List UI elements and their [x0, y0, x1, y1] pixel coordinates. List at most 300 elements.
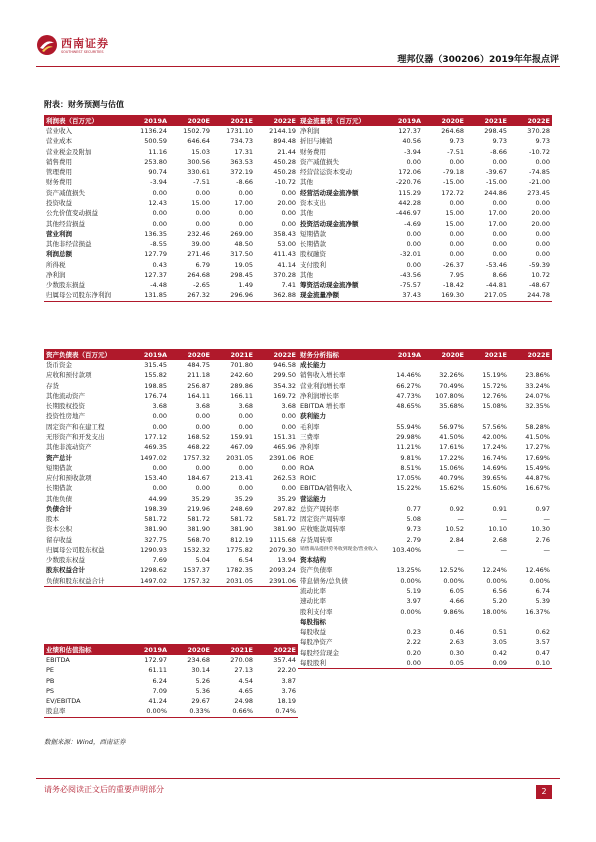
table-row — [298, 136, 552, 146]
column-header: 2020E — [169, 644, 212, 655]
value-cell: 2079.30 — [269, 545, 296, 554]
page-header — [0, 0, 596, 70]
value-cell: 0.00 — [281, 219, 296, 228]
value-cell: 244.86 — [484, 188, 507, 197]
value-cell: 0.33% — [169, 706, 212, 717]
value-cell: 15.22% — [396, 484, 421, 493]
value-cell: 3.76 — [281, 686, 296, 695]
value-cell: 5.19 — [406, 586, 421, 595]
row-label: 每股股利 — [298, 658, 380, 669]
row-label: 资本结构 — [300, 556, 326, 565]
table-row — [44, 696, 298, 706]
value-cell: 0.00 — [238, 188, 253, 197]
value-cell — [466, 411, 509, 421]
value-cell: 127.79 — [144, 250, 167, 259]
column-header: 2019A — [126, 349, 169, 360]
row-label: EBITDA — [46, 656, 70, 665]
value-cell: 3.97 — [406, 597, 421, 606]
row-label: 销售收入增长率 — [300, 371, 346, 380]
value-cell: 646.64 — [187, 137, 210, 146]
value-cell: 0.00 — [449, 198, 464, 207]
table-row — [44, 514, 298, 524]
value-cell: -10.72 — [529, 147, 550, 156]
value-cell: -48.67 — [529, 281, 550, 290]
value-cell: 3.68 — [238, 402, 253, 411]
row-label: 销售商品提供劳务收到现金/营业收入 — [300, 546, 378, 552]
row-label: 股本 — [46, 515, 59, 524]
table-row — [44, 555, 298, 565]
value-cell: 299.50 — [273, 371, 296, 380]
value-cell: 2144.19 — [269, 127, 296, 136]
value-cell: 17.69% — [525, 453, 550, 462]
value-cell: 0.00 — [406, 240, 421, 249]
value-cell: 1731.10 — [226, 127, 253, 136]
table-row — [298, 452, 552, 462]
value-cell: 29.67 — [191, 697, 210, 706]
footer-disclaimer: 请务必阅读正文后的重要声明部分 — [44, 785, 164, 794]
column-header: 2020E — [169, 349, 212, 360]
value-cell: 41.50% — [525, 432, 550, 441]
value-cell: -59.39 — [529, 260, 550, 269]
value-cell: 15.08% — [482, 402, 507, 411]
column-header: 2022E — [509, 349, 552, 360]
value-cell: 2031.05 — [212, 576, 255, 587]
row-label: 筹资活动现金流净额 — [300, 281, 359, 290]
table-row — [44, 270, 298, 280]
row-label: 其他非经营损益 — [46, 240, 92, 249]
column-header: 2022E — [509, 115, 552, 126]
row-label: 支付股利 — [300, 260, 326, 269]
value-cell: 289.86 — [230, 381, 253, 390]
value-cell: — — [457, 515, 464, 524]
value-cell: 115.29 — [398, 188, 421, 197]
table-row — [44, 706, 298, 717]
value-cell: -21.00 — [529, 178, 550, 187]
row-label: 成长能力 — [300, 361, 326, 370]
value-cell: 35.29 — [191, 494, 210, 503]
value-cell: 9.81% — [400, 453, 421, 462]
value-cell: 372.19 — [230, 168, 253, 177]
table-row — [298, 658, 552, 669]
value-cell: 17.61% — [439, 443, 464, 452]
logo-mark-icon — [36, 34, 58, 56]
value-cell: — — [457, 545, 464, 554]
table-row — [44, 208, 298, 218]
table-row — [298, 147, 552, 157]
table-row — [298, 473, 552, 483]
table-row — [44, 381, 298, 391]
table-section-row — [298, 617, 552, 627]
value-cell: 232.46 — [187, 229, 210, 238]
value-cell: — — [500, 515, 507, 524]
value-cell: 370.28 — [273, 270, 296, 279]
value-cell: 17.22% — [439, 453, 464, 462]
row-label: ROA — [300, 463, 314, 472]
row-label: 投资活动现金流净额 — [300, 219, 359, 228]
value-cell: 5.20 — [492, 597, 507, 606]
value-cell: 0.00% — [443, 576, 464, 585]
income-statement-table — [44, 115, 298, 302]
value-cell: 315.45 — [144, 361, 167, 370]
value-cell: 22.20 — [277, 666, 296, 675]
value-cell: -15.00 — [486, 178, 507, 187]
value-cell: 3.68 — [152, 402, 167, 411]
table-row — [298, 126, 552, 136]
column-header: 2020E — [423, 115, 466, 126]
value-cell: 6.24 — [152, 676, 167, 685]
table-row — [298, 514, 552, 524]
row-label: 少数股东损益 — [46, 281, 85, 290]
value-cell — [423, 555, 466, 565]
row-label: 其他负债 — [46, 494, 72, 503]
row-label: 短期借款 — [300, 229, 326, 238]
value-cell: 581.72 — [187, 515, 210, 524]
table-row — [298, 270, 552, 280]
table-row — [298, 565, 552, 575]
table-row — [298, 290, 552, 301]
value-cell: 0.23 — [406, 628, 421, 637]
value-cell: 327.75 — [144, 535, 167, 544]
table-row — [44, 391, 298, 401]
value-cell: 16.74% — [482, 453, 507, 462]
value-cell: 358.43 — [273, 229, 296, 238]
value-cell: 3.87 — [281, 676, 296, 685]
value-cell: 2093.24 — [269, 566, 296, 575]
value-cell: 35.29 — [277, 494, 296, 503]
row-label: 应收和预付款项 — [46, 371, 92, 380]
table-row — [44, 432, 298, 442]
table-row — [44, 504, 298, 514]
value-cell: 0.00 — [492, 198, 507, 207]
row-label: 营运能力 — [300, 494, 326, 503]
logo-chinese-text: 西南证券 — [61, 37, 109, 50]
table-row — [298, 218, 552, 228]
table-row — [44, 249, 298, 259]
value-cell: 107.80% — [435, 391, 464, 400]
value-cell: 296.96 — [212, 290, 255, 301]
row-label: 少数股东权益 — [46, 556, 85, 565]
row-label: EV/EBITDA — [46, 697, 81, 706]
table-row — [44, 545, 298, 555]
row-label: 货币资金 — [46, 361, 72, 370]
value-cell: 164.11 — [187, 391, 210, 400]
table-row — [298, 167, 552, 177]
row-label: 归属母公司股东净利润 — [44, 290, 126, 301]
value-cell: -3.94 — [404, 147, 421, 156]
section-title: 附表：财务预测与估值 — [44, 100, 124, 109]
value-cell — [509, 555, 552, 565]
row-label: 财务费用 — [46, 178, 72, 187]
table-row — [298, 208, 552, 218]
value-cell: 411.43 — [273, 250, 296, 259]
row-label: 销售费用 — [46, 157, 72, 166]
value-cell: 0.00 — [281, 463, 296, 472]
table-row — [298, 627, 552, 637]
value-cell: 812.19 — [230, 535, 253, 544]
row-label: 现金流量净额 — [298, 290, 380, 301]
value-cell: 2.22 — [406, 638, 421, 647]
value-cell: 169.72 — [273, 391, 296, 400]
row-label: 净利润 — [46, 270, 66, 279]
table-row — [298, 647, 552, 657]
value-cell: 894.48 — [273, 137, 296, 146]
value-cell: 155.82 — [144, 371, 167, 380]
value-cell: 581.72 — [273, 515, 296, 524]
value-cell: 9.73 — [449, 137, 464, 146]
row-label: ROE — [300, 453, 314, 462]
value-cell: 300.56 — [187, 157, 210, 166]
value-cell: — — [500, 545, 507, 554]
balance-sheet-table — [44, 349, 298, 587]
value-cell: 253.80 — [144, 157, 167, 166]
value-cell: 18.00% — [482, 607, 507, 616]
value-cell: 14.69% — [482, 463, 507, 472]
value-cell: 20.00 — [531, 209, 550, 218]
row-label: 管理费用 — [46, 168, 72, 177]
value-cell: 15.49% — [525, 463, 550, 472]
table-section-row — [298, 493, 552, 503]
table-row — [44, 126, 298, 136]
header-divider — [36, 66, 560, 67]
value-cell: 0.10 — [509, 658, 552, 669]
value-cell — [509, 493, 552, 503]
value-cell — [380, 360, 423, 370]
value-cell: -18.42 — [443, 281, 464, 290]
value-cell: 450.28 — [273, 168, 296, 177]
value-cell: 151.31 — [273, 432, 296, 441]
value-cell: 136.35 — [144, 229, 167, 238]
value-cell: 0.47 — [535, 648, 550, 657]
value-cell: 0.00 — [281, 422, 296, 431]
value-cell: 0.00 — [195, 484, 210, 493]
row-label: PS — [46, 686, 55, 695]
table-title-cell: 资产负债表（百万元） — [44, 349, 126, 360]
table-row — [298, 545, 552, 555]
value-cell: 20.00 — [277, 198, 296, 207]
column-header: 2019A — [380, 349, 423, 360]
table-row — [44, 401, 298, 411]
value-cell: 1757.32 — [169, 576, 212, 587]
value-cell: 1115.68 — [269, 535, 296, 544]
table-row — [44, 290, 298, 301]
row-label: 每股经营现金 — [300, 648, 339, 657]
value-cell: 55.94% — [396, 422, 421, 431]
value-cell: 0.00 — [492, 240, 507, 249]
value-cell: 127.37 — [398, 127, 421, 136]
value-cell — [423, 617, 466, 627]
value-cell — [509, 360, 552, 370]
value-cell: 39.65% — [482, 474, 507, 483]
value-cell: 0.00 — [152, 484, 167, 493]
table-header-row — [44, 349, 298, 360]
value-cell: 13.25% — [396, 566, 421, 575]
value-cell: 298.45 — [230, 270, 253, 279]
value-cell: 0.00 — [281, 412, 296, 421]
value-cell: 61.11 — [148, 666, 167, 675]
table-section-row — [298, 555, 552, 565]
row-label: 净利润 — [300, 127, 320, 136]
value-cell: 1532.32 — [183, 545, 210, 554]
value-cell: 198.39 — [144, 504, 167, 513]
row-label: 营业收入 — [46, 127, 72, 136]
table-row — [298, 198, 552, 208]
value-cell: 0.00 — [449, 240, 464, 249]
row-label: 财务费用 — [300, 147, 326, 156]
row-label: 股息率 — [44, 706, 126, 717]
value-cell: 7.69 — [152, 556, 167, 565]
value-cell: — — [543, 515, 550, 524]
table-row — [44, 493, 298, 503]
value-cell: 7.09 — [152, 686, 167, 695]
value-cell: 0.00 — [195, 463, 210, 472]
table-row — [44, 147, 298, 157]
value-cell: 14.46% — [396, 371, 421, 380]
value-cell: 0.00 — [195, 412, 210, 421]
value-cell — [466, 493, 509, 503]
table-header-row — [298, 349, 552, 360]
table-section-row — [298, 411, 552, 421]
value-cell: -44.81 — [486, 281, 507, 290]
row-label: 利润总额 — [46, 250, 72, 259]
value-cell: 1757.32 — [183, 453, 210, 462]
value-cell: 17.00 — [234, 198, 253, 207]
row-label: 留存收益 — [46, 535, 72, 544]
value-cell: 0.66% — [212, 706, 255, 717]
table-row — [44, 463, 298, 473]
value-cell: 9.73 — [535, 137, 550, 146]
value-cell: 90.74 — [148, 168, 167, 177]
value-cell: 568.70 — [187, 535, 210, 544]
table-row — [44, 483, 298, 493]
value-cell: 33.24% — [525, 381, 550, 390]
value-cell: 5.39 — [535, 597, 550, 606]
value-cell: 32.35% — [525, 402, 550, 411]
value-cell — [380, 555, 423, 565]
value-cell: 0.00 — [406, 260, 421, 269]
row-label: 存货 — [46, 381, 59, 390]
value-cell: 166.11 — [230, 391, 253, 400]
table-row — [298, 606, 552, 616]
value-cell: 12.46% — [525, 566, 550, 575]
value-cell: 30.14 — [191, 666, 210, 675]
table-title-cell: 现金流量表（百万元） — [298, 115, 380, 126]
column-header: 2022E — [255, 115, 298, 126]
column-header: 2021E — [212, 349, 255, 360]
value-cell: 267.32 — [169, 290, 212, 301]
value-cell: 6.54 — [238, 556, 253, 565]
value-cell: 484.75 — [187, 361, 210, 370]
value-cell: 15.60% — [482, 484, 507, 493]
value-cell: 21.44 — [277, 147, 296, 156]
table-row — [298, 422, 552, 432]
value-cell: 5.36 — [195, 686, 210, 695]
table-row — [298, 370, 552, 380]
value-cell: 0.00 — [281, 209, 296, 218]
value-cell: 0.46 — [449, 628, 464, 637]
value-cell: 127.37 — [144, 270, 167, 279]
value-cell: 0.00 — [152, 188, 167, 197]
value-cell — [466, 617, 509, 627]
value-cell: 103.40% — [392, 545, 421, 554]
value-cell: 4.65 — [238, 686, 253, 695]
row-label: 三费率 — [300, 432, 320, 441]
row-label: 每股指标 — [300, 617, 326, 626]
value-cell: 172.06 — [398, 168, 421, 177]
table-row — [44, 565, 298, 575]
value-cell: 219.96 — [187, 504, 210, 513]
value-cell: 168.52 — [187, 432, 210, 441]
value-cell: 0.42 — [492, 648, 507, 657]
table-row — [44, 280, 298, 290]
column-header: 2019A — [380, 115, 423, 126]
value-cell: 381.90 — [230, 525, 253, 534]
value-cell: 35.68% — [439, 402, 464, 411]
value-cell: 23.86% — [525, 371, 550, 380]
table-row — [298, 432, 552, 442]
value-cell: 256.87 — [187, 381, 210, 390]
row-label: 长期股权投资 — [46, 402, 85, 411]
value-cell: -8.66 — [236, 178, 253, 187]
value-cell: 2.79 — [406, 535, 421, 544]
row-label: 资产负债率 — [300, 566, 333, 575]
row-label: 营业利润 — [46, 229, 72, 238]
value-cell: 0.00 — [535, 157, 550, 166]
value-cell: 0.43 — [152, 260, 167, 269]
value-cell: 946.58 — [273, 361, 296, 370]
row-label: 长期借款 — [300, 240, 326, 249]
value-cell: 13.94 — [277, 556, 296, 565]
value-cell: 217.05 — [466, 290, 509, 301]
value-cell: 6.05 — [449, 586, 464, 595]
value-cell: 0.00 — [449, 229, 464, 238]
value-cell: 6.56 — [492, 586, 507, 595]
value-cell: 17.31 — [234, 147, 253, 156]
value-cell: 0.97 — [535, 504, 550, 513]
value-cell: 1537.37 — [183, 566, 210, 575]
value-cell: 7.41 — [281, 281, 296, 290]
valuation-table — [44, 644, 298, 718]
row-label: 资本支出 — [300, 198, 326, 207]
row-label: 其他 — [300, 209, 313, 218]
table-row — [44, 422, 298, 432]
value-cell: 354.32 — [273, 381, 296, 390]
value-cell: 2391.06 — [255, 576, 298, 587]
value-cell: 0.00% — [400, 607, 421, 616]
value-cell: 40.79% — [439, 474, 464, 483]
cashflow-statement-table — [298, 115, 552, 302]
value-cell: 0.00 — [238, 484, 253, 493]
value-cell: 3.57 — [535, 638, 550, 647]
value-cell: 0.00 — [238, 422, 253, 431]
row-label: 长期借款 — [46, 484, 72, 493]
value-cell: -32.01 — [400, 250, 421, 259]
table-row — [44, 360, 298, 370]
value-cell: 2031.05 — [226, 453, 253, 462]
column-header: 2020E — [423, 349, 466, 360]
value-cell: 581.72 — [230, 515, 253, 524]
value-cell: 0.00 — [535, 250, 550, 259]
value-cell: 734.73 — [230, 137, 253, 146]
value-cell — [423, 411, 466, 421]
row-label: 营业利润增长率 — [300, 381, 346, 390]
value-cell: 0.00 — [535, 229, 550, 238]
value-cell: 40.56 — [402, 137, 421, 146]
row-label: 固定资产和在建工程 — [46, 422, 105, 431]
value-cell: 44.87% — [525, 474, 550, 483]
value-cell: 12.43 — [148, 198, 167, 207]
value-cell: 2391.06 — [269, 453, 296, 462]
row-label: 股利支付率 — [300, 607, 333, 616]
